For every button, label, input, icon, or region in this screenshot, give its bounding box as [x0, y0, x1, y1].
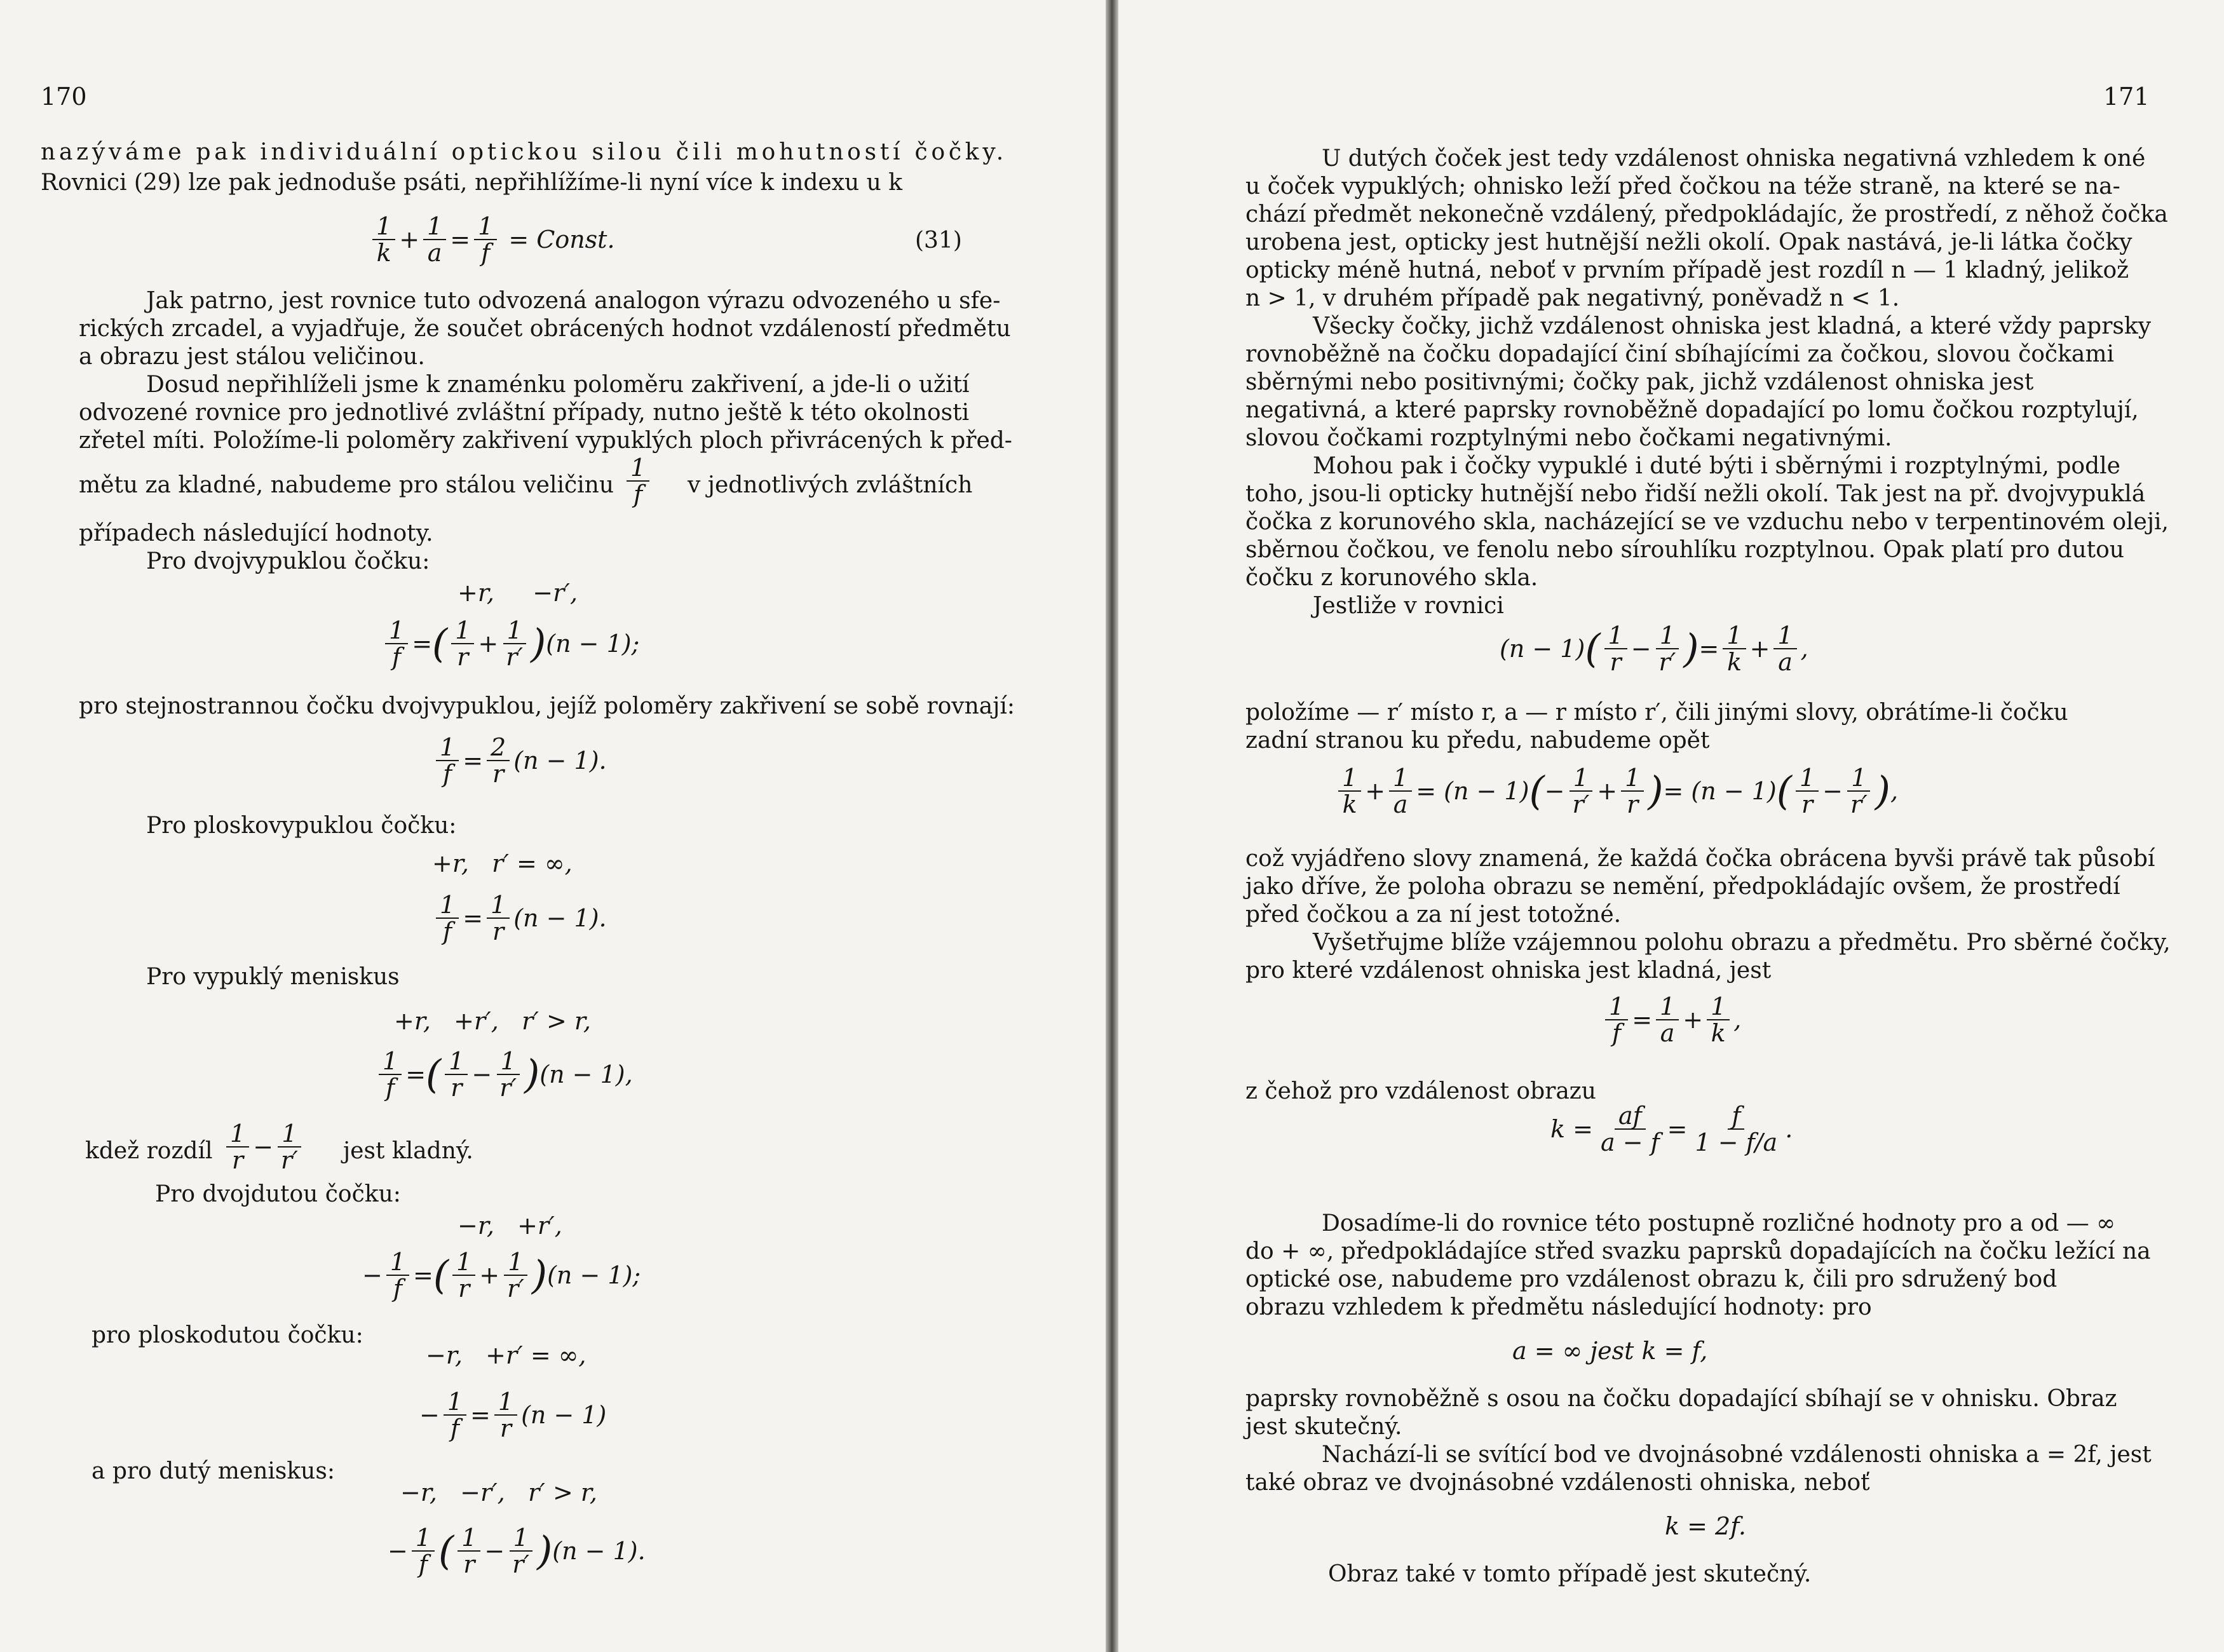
equation-reversed-lens: $\frac{1}{k}$ + $\frac{1}{a}$ = (n − 1) ( − $\frac{1}{r'}$ + $\frac{1}{r}$ ) = (n − 1) ( $\frac{1}{r}$ − $\frac{1}{r'}$ ) ,	[1334, 765, 1898, 817]
text-line: Jak patrno, jest rovnice tuto odvozená analogon výrazu odvozeného u sfe-	[146, 288, 1001, 314]
text-line: pro stejnostrannou čočku dvojvypuklou, jejíž poloměry zakřivení se sobě rovnají:	[79, 693, 1015, 719]
text-line: toho, jsou-li opticky hutnější nebo řidší nežli okolí. Tak jest na př. dvojvypuklá	[1245, 481, 2146, 507]
text-line: čočka z korunového skla, nacházející se ve vzduchu nebo v terpentinovém oleji,	[1245, 509, 2169, 535]
equation-31: $\frac{1}{k}$ + $\frac{1}{a}$ = $\frac{1}{f}$ = Const.	[369, 213, 615, 266]
text-line: a obrazu jest stálou veličinou.	[79, 344, 425, 370]
text-line: pro ploskodutou čočku:	[92, 1322, 363, 1348]
text-line: Rovnici (29) lze pak jednoduše psáti, nepřihlížíme-li nyní více k indexu u k	[41, 170, 903, 196]
text-line: sběrnými nebo positivnými; čočky pak, jichž vzdálenost ohniska jest	[1245, 369, 2034, 395]
text-line: u čoček vypuklých; ohnisko leží před čočkou na téže straně, na které se na-	[1245, 173, 2120, 200]
text-line: pro které vzdálenost ohniska jest kladná, jest	[1245, 958, 1772, 984]
text-line: Dosud nepřihlíželi jsme k znaménku poloměru zakřivení, a jde-li o užití	[146, 372, 970, 398]
text-line: Dosadíme-li do rovnice této postupně rozličné hodnoty pro a od — ∞	[1322, 1210, 2116, 1236]
text-line: což vyjádřeno slovy znamená, že každá čočka obrácena byvši právě tak působí	[1245, 846, 2155, 872]
text-line: případech následující hodnoty.	[79, 520, 433, 546]
equation-equiconvex: $\frac{1}{f}$ = $\frac{2}{r}$ (n − 1).	[432, 735, 607, 787]
text-line: Vyšetřujme blíže vzájemnou polohu obrazu a předmětu. Pro sběrné čočky,	[1313, 930, 2171, 956]
text-line: obrazu vzhledem k předmětu následující hodnoty: pro	[1245, 1294, 1872, 1320]
text-line: sběrnou čočkou, ve fenolu nebo sírouhlíku rozptylnou. Opak platí pro dutou	[1245, 537, 2124, 563]
fraction-1-over-f: $\frac{1}{f}$	[623, 455, 653, 507]
equation-planoconcave: − $\frac{1}{f}$ = $\frac{1}{r}$ (n − 1)	[419, 1388, 607, 1442]
equation-number: (31)	[915, 227, 962, 254]
sign-row: −r, +r′ = ∞,	[426, 1341, 587, 1369]
right-page	[1118, 0, 2224, 1652]
text-line: položíme — r′ místo r, a — r místo r′, čili jinými slovy, obrátíme-li čočku	[1245, 700, 2068, 726]
text-line: rovnoběžně na čočku dopadající činí sbíhajícími za čočkou, slovou čočkami	[1245, 341, 2114, 367]
text-line: Pro ploskovypuklou čočku:	[146, 813, 457, 839]
sign-row: −r, −r′, r′ > r,	[400, 1479, 597, 1506]
text-line: také obraz ve dvojnásobné vzdálenosti ohniska, neboť	[1245, 1470, 1870, 1496]
text-line: zadní stranou ku předu, nabudeme opět	[1245, 728, 1710, 754]
text-line: Obraz také v tomto případě jest skutečný.	[1328, 1561, 1812, 1587]
text-line: slovou čočkami rozptylnými nebo čočkami negativnými.	[1245, 425, 1892, 451]
equation-infinity-case: a = ∞ jest k = f,	[1512, 1337, 1708, 1365]
sign-row: +r, r′ = ∞,	[432, 850, 573, 877]
text-line: paprsky rovnoběžně s osou na čočku dopadající sbíhají se v ohnisku. Obraz	[1245, 1386, 2117, 1412]
equation-focal: $\frac{1}{f}$ = $\frac{1}{a}$ + $\frac{1}{k}$ ,	[1601, 994, 1741, 1046]
text-line: Nachází-li se svítící bod ve dvojnásobné vzdálenosti ohniska a = 2f, jest	[1322, 1442, 2152, 1468]
book-gutter	[1106, 0, 1118, 1652]
equation-biconcave: − $\frac{1}{f}$ = ( $\frac{1}{r}$ + $\frac{1}{r'}$ ) (n − 1);	[362, 1248, 641, 1303]
text-line: v jednotlivých zvláštních	[688, 472, 973, 498]
const-label: Const.	[536, 226, 615, 254]
text-line: zřetel míti. Položíme-li poloměry zakřivení vypuklých ploch přivrácených k před-	[79, 428, 1012, 454]
equation-convex-meniscus: $\frac{1}{f}$ = ( $\frac{1}{r}$ − $\frac{1}{r'}$ ) (n − 1),	[375, 1048, 633, 1100]
text-line: jest skutečný.	[1245, 1414, 1402, 1440]
text-line: Mohou pak i čočky vypuklé i duté býti i sběrnými i rozptylnými, podle	[1313, 453, 2120, 479]
sign-row: +r, +r′, r′ > r,	[394, 1007, 591, 1035]
page-number: 170	[41, 83, 87, 111]
equation-image-distance: k = $\frac{af}{a - f}$ = $\frac{f}{1 - f/a}$ .	[1550, 1102, 1793, 1156]
text-line: negativná, a které paprsky rovnoběžně dopadající po lomu čočkou rozptylují,	[1245, 397, 2139, 423]
equation-double-focal: k = 2f.	[1665, 1512, 1746, 1540]
text-line: optické ose, nabudeme pro vzdálenost obrazu k, čili pro sdružený bod	[1245, 1266, 2058, 1292]
text-line: opticky méně hutná, neboť v prvním případě jest rozdíl n — 1 kladný, jelikož	[1245, 257, 2129, 283]
text-line: urobena jest, opticky jest hutnější nežli okolí. Opak nastává, je-li látka čočky	[1245, 229, 2132, 255]
left-page	[0, 0, 1106, 1652]
text-line: jako dříve, že poloha obrazu se nemění, předpokládajíc ovšem, že prostředí	[1245, 874, 2120, 900]
text-line: Jestliže v rovnici	[1313, 593, 1504, 619]
text-line: U dutých čoček jest tedy vzdálenost ohniska negativná vzhledem k oné	[1322, 146, 2146, 172]
text-line: nazýváme pak individuální optickou silou čili mohutností čočky.	[41, 139, 1007, 165]
page-number: 171	[2103, 83, 2150, 111]
difference-expression: $\frac{1}{r}$ − $\frac{1}{r'}$	[222, 1121, 306, 1173]
equation-lens-formula: (n − 1) ( $\frac{1}{r}$ − $\frac{1}{r'}$ ) = $\frac{1}{k}$ + $\frac{1}{a}$ ,	[1500, 621, 1808, 676]
text-line: Pro vypuklý meniskus	[146, 964, 400, 990]
text-line: chází předmět nekonečně vzdálený, předpokládajíc, že prostředí, z něhož čočka	[1245, 201, 2168, 227]
text-line: Pro dvojvypuklou čočku:	[146, 548, 430, 574]
equation-concave-meniscus: − $\frac{1}{f}$ ( $\frac{1}{r}$ − $\frac{1}{r'}$ ) (n − 1).	[388, 1524, 646, 1578]
text-line: před čočkou a za ní jest totožné.	[1245, 902, 1622, 928]
text-line: mětu za kladné, nabudeme pro stálou veličinu	[79, 472, 614, 498]
text-line: jest kladný.	[343, 1138, 473, 1164]
text-line: odvozené rovnice pro jednotlivé zvláštní případy, nutno ještě k této okolnosti	[79, 400, 970, 426]
equation-planoconvex: $\frac{1}{f}$ = $\frac{1}{r}$ (n − 1).	[432, 892, 607, 944]
equation-biconvex: $\frac{1}{f}$ = ( $\frac{1}{r}$ + $\frac{1}{r'}$ ) (n − 1);	[381, 618, 639, 670]
sign-row: +r, −r′,	[458, 579, 578, 607]
text-line: rických zrcadel, a vyjadřuje, že součet obrácených hodnot vzdáleností předmětu	[79, 316, 1011, 342]
text-line: do + ∞, předpokládajíce střed svazku paprsků dopadajících na čočku ležící na	[1245, 1238, 2151, 1264]
text-line: z čehož pro vzdálenost obrazu	[1245, 1078, 1596, 1104]
sign-row: −r, +r′,	[458, 1212, 562, 1240]
text-line: Pro dvojdutou čočku:	[155, 1181, 401, 1207]
text-line: n > 1, v druhém případě pak negativný, poněvadž n < 1.	[1245, 285, 1900, 311]
text-line: Všecky čočky, jichž vzdálenost ohniska jest kladná, a které vždy paprsky	[1313, 313, 2152, 339]
text-line: a pro dutý meniskus:	[92, 1458, 335, 1484]
text-line: čočku z korunového skla.	[1245, 565, 1538, 591]
text-line: kdež rozdíl	[85, 1138, 213, 1164]
